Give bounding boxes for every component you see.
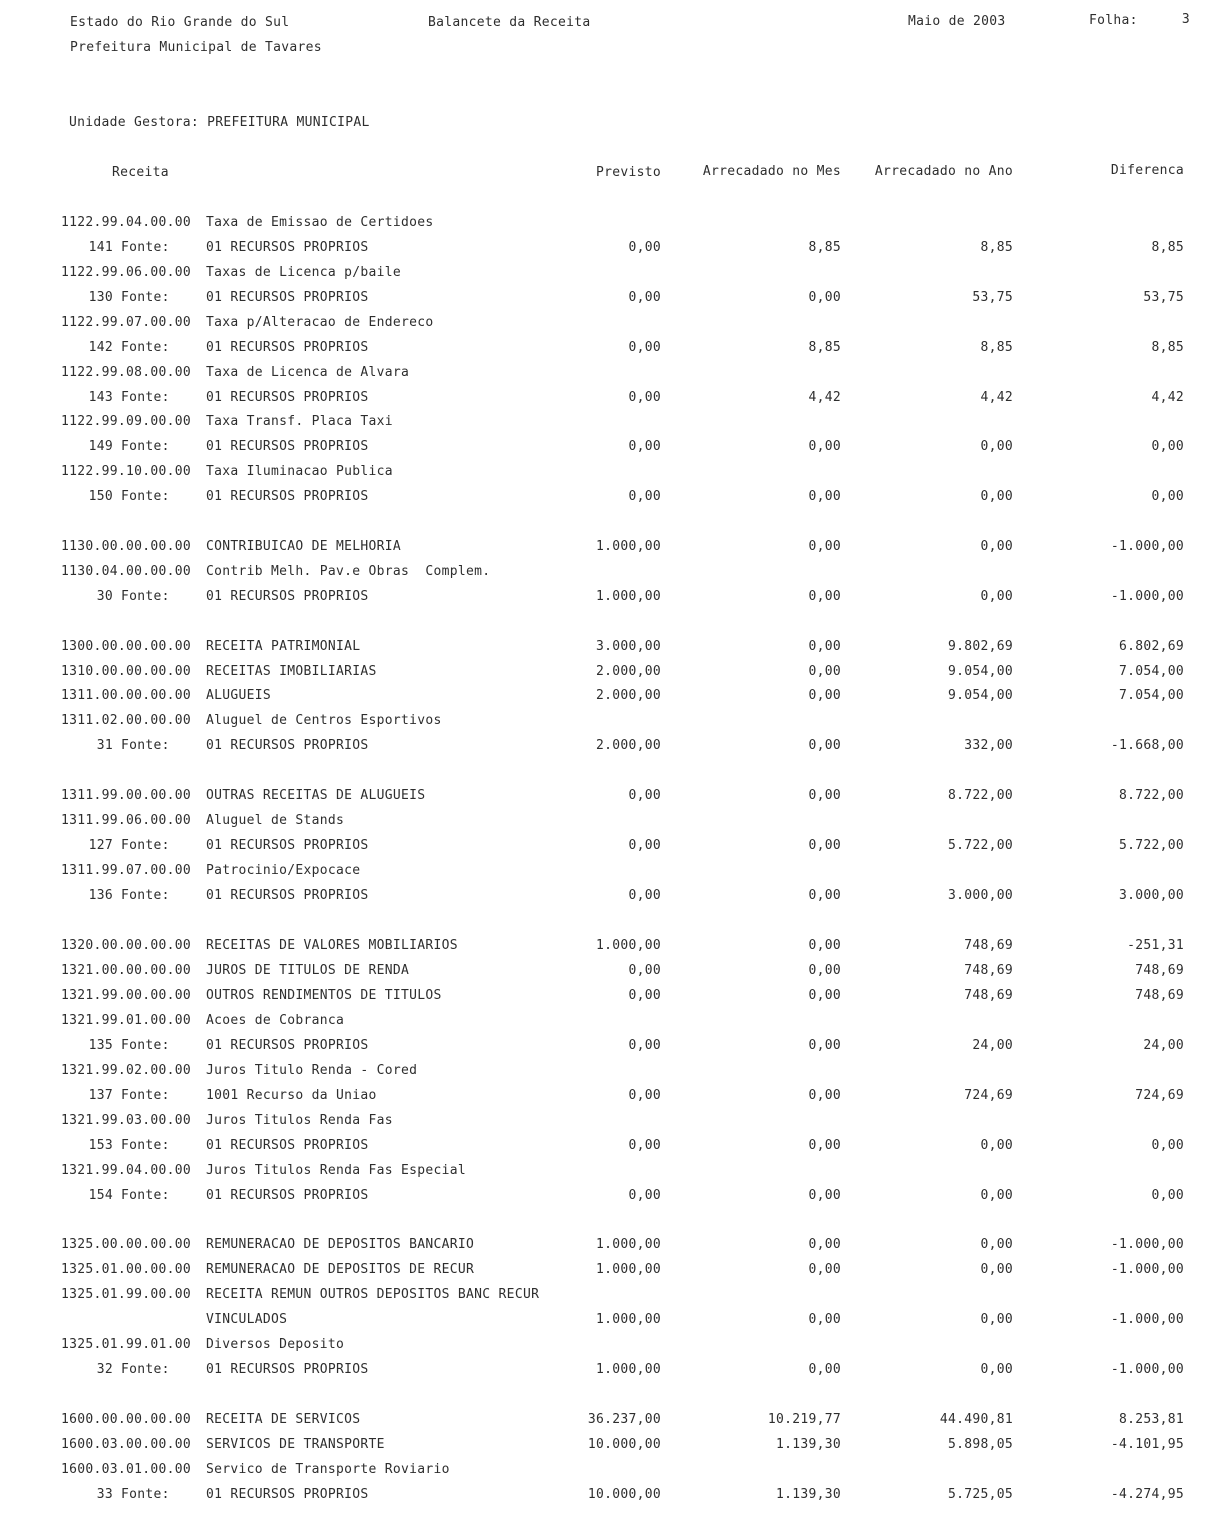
account-code: 1300.00.00.00.00 — [61, 639, 192, 654]
arrecadado-ano-value: 0,00 — [980, 1188, 1013, 1203]
diferenca-value: 748,69 — [1135, 988, 1184, 1003]
fonte-source: 01 RECURSOS PROPRIOS — [206, 1138, 369, 1153]
fonte-row — [0, 340, 1212, 356]
fonte-number: 130 — [88, 290, 113, 305]
arrecadado-mes-value: 0,00 — [808, 290, 841, 305]
account-description: Juros Titulos Renda Fas — [206, 1113, 393, 1128]
account-description: Juros Titulo Renda - Cored — [206, 1063, 418, 1078]
arrecadado-mes-value: 0,00 — [808, 439, 841, 454]
sheet-number: 3 — [1181, 12, 1190, 27]
account-row — [0, 1063, 1212, 1079]
arrecadado-mes-value: 1.139,30 — [775, 1487, 841, 1502]
fonte-number: 153 — [88, 1138, 113, 1153]
arrecadado-mes-value: 0,00 — [808, 838, 841, 853]
diferenca-value: -1.000,00 — [1110, 1262, 1184, 1277]
previsto-value: 1.000,00 — [595, 539, 661, 554]
account-description: Diversos Deposito — [206, 1337, 345, 1352]
diferenca-value: 6.802,69 — [1118, 639, 1184, 654]
arrecadado-ano-value: 24,00 — [972, 1038, 1013, 1053]
diferenca-value: 53,75 — [1143, 290, 1184, 305]
account-description: RECEITAS IMOBILIARIAS — [206, 664, 377, 679]
fonte-label: Fonte: — [121, 1188, 170, 1203]
fonte-row — [0, 240, 1212, 256]
unit-label: Unidade Gestora: PREFEITURA MUNICIPAL — [69, 115, 370, 130]
account-description: SERVICOS DE TRANSPORTE — [206, 1437, 385, 1452]
account-row — [0, 688, 1212, 704]
previsto-value: 0,00 — [628, 390, 661, 405]
account-code: 1130.00.00.00.00 — [61, 539, 192, 554]
account-description: Aluguel de Stands — [206, 813, 345, 828]
fonte-source: 01 RECURSOS PROPRIOS — [206, 1362, 369, 1377]
account-description: REMUNERACAO DE DEPOSITOS BANCARIO — [206, 1237, 475, 1252]
account-row — [0, 963, 1212, 979]
fonte-label: Fonte: — [121, 1138, 170, 1153]
previsto-value: 2.000,00 — [595, 738, 661, 753]
diferenca-value: 24,00 — [1143, 1038, 1184, 1053]
diferenca-value: 0,00 — [1151, 1138, 1184, 1153]
account-code: 1600.00.00.00.00 — [61, 1412, 192, 1427]
account-row — [0, 365, 1212, 381]
account-code: 1320.00.00.00.00 — [61, 938, 192, 953]
arrecadado-mes-value: 0,00 — [808, 639, 841, 654]
account-code: 1325.01.00.00.00 — [61, 1262, 192, 1277]
account-description: JUROS DE TITULOS DE RENDA — [206, 963, 410, 978]
account-code: 1325.01.99.00.00 — [61, 1287, 192, 1302]
diferenca-value: 748,69 — [1135, 963, 1184, 978]
arrecadado-mes-value: 0,00 — [808, 1138, 841, 1153]
previsto-value: 0,00 — [628, 240, 661, 255]
account-code: 1325.01.99.01.00 — [61, 1337, 192, 1352]
previsto-value: 0,00 — [628, 838, 661, 853]
arrecadado-ano-value: 8.722,00 — [947, 788, 1013, 803]
col-header-diferenca: Diferenca — [1110, 163, 1184, 178]
arrecadado-ano-value: 0,00 — [980, 439, 1013, 454]
account-code: 1310.00.00.00.00 — [61, 664, 192, 679]
account-code: 1311.00.00.00.00 — [61, 688, 192, 703]
account-description: RECEITA REMUN OUTROS DEPOSITOS BANC RECUR — [206, 1287, 540, 1302]
state-name: Estado do Rio Grande do Sul — [70, 15, 290, 30]
arrecadado-ano-value: 724,69 — [964, 1088, 1013, 1103]
fonte-source: 01 RECURSOS PROPRIOS — [206, 439, 369, 454]
fonte-label: Fonte: — [121, 1487, 170, 1502]
account-code: 1122.99.07.00.00 — [61, 315, 192, 330]
account-description: Juros Titulos Renda Fas Especial — [206, 1163, 467, 1178]
fonte-label: Fonte: — [121, 1088, 170, 1103]
arrecadado-mes-value: 0,00 — [808, 788, 841, 803]
fonte-row — [0, 390, 1212, 406]
account-description: RECEITA DE SERVICOS — [206, 1412, 361, 1427]
account-code: 1122.99.08.00.00 — [61, 365, 192, 380]
account-code: 1321.99.02.00.00 — [61, 1063, 192, 1078]
account-description: Servico de Transporte Roviario — [206, 1462, 450, 1477]
fonte-number: 150 — [88, 489, 113, 504]
fonte-row — [0, 1038, 1212, 1054]
fonte-label: Fonte: — [121, 838, 170, 853]
arrecadado-ano-value: 0,00 — [980, 489, 1013, 504]
arrecadado-ano-value: 44.490,81 — [939, 1412, 1013, 1427]
account-description: Patrocinio/Expocace — [206, 863, 361, 878]
arrecadado-mes-value: 4,42 — [808, 390, 841, 405]
account-row — [0, 1287, 1212, 1303]
fonte-label: Fonte: — [121, 589, 170, 604]
arrecadado-mes-value: 0,00 — [808, 738, 841, 753]
account-row — [0, 464, 1212, 480]
account-row — [0, 863, 1212, 879]
arrecadado-mes-value: 10.219,77 — [767, 1412, 841, 1427]
fonte-source: 01 RECURSOS PROPRIOS — [206, 888, 369, 903]
fonte-source: 01 RECURSOS PROPRIOS — [206, 1038, 369, 1053]
account-code: 1122.99.09.00.00 — [61, 414, 192, 429]
account-code: 1130.04.00.00.00 — [61, 564, 192, 579]
diferenca-value: -1.668,00 — [1110, 738, 1184, 753]
account-code: 1311.99.00.00.00 — [61, 788, 192, 803]
diferenca-value: 4,42 — [1151, 390, 1184, 405]
fonte-source: 01 RECURSOS PROPRIOS — [206, 1188, 369, 1203]
fonte-row — [0, 489, 1212, 505]
fonte-number: 30 — [96, 589, 113, 604]
fonte-label: Fonte: — [121, 489, 170, 504]
account-row — [0, 639, 1212, 655]
arrecadado-ano-value: 748,69 — [964, 963, 1013, 978]
arrecadado-ano-value: 0,00 — [980, 1237, 1013, 1252]
fonte-label: Fonte: — [121, 888, 170, 903]
account-description: Taxa p/Alteracao de Endereco — [206, 315, 434, 330]
arrecadado-mes-value: 0,00 — [808, 1188, 841, 1203]
report-period: Maio de 2003 — [908, 14, 1006, 29]
account-row — [0, 713, 1212, 729]
account-code: 1122.99.06.00.00 — [61, 265, 192, 280]
fonte-number: 33 — [96, 1487, 113, 1502]
diferenca-value: 3.000,00 — [1118, 888, 1184, 903]
account-row — [0, 1437, 1212, 1453]
previsto-value: 0,00 — [628, 1088, 661, 1103]
previsto-value: 0,00 — [628, 1138, 661, 1153]
previsto-value: 10.000,00 — [587, 1487, 661, 1502]
arrecadado-ano-value: 9.054,00 — [947, 664, 1013, 679]
arrecadado-ano-value: 9.802,69 — [947, 639, 1013, 654]
account-code: 1321.99.01.00.00 — [61, 1013, 192, 1028]
account-row — [0, 1113, 1212, 1129]
account-code: 1311.99.06.00.00 — [61, 813, 192, 828]
diferenca-value: -251,31 — [1127, 938, 1184, 953]
arrecadado-mes-value: 0,00 — [808, 988, 841, 1003]
account-description: Taxa Transf. Placa Taxi — [206, 414, 393, 429]
fonte-row — [0, 888, 1212, 904]
fonte-number: 142 — [88, 340, 113, 355]
fonte-row — [0, 1088, 1212, 1104]
account-code: 1321.99.03.00.00 — [61, 1113, 192, 1128]
account-row — [0, 1462, 1212, 1478]
arrecadado-ano-value: 4,42 — [980, 390, 1013, 405]
arrecadado-mes-value: 8,85 — [808, 340, 841, 355]
fonte-row — [0, 1138, 1212, 1154]
previsto-value: 1.000,00 — [595, 938, 661, 953]
account-row — [0, 315, 1212, 331]
fonte-label: Fonte: — [121, 439, 170, 454]
arrecadado-mes-value: 0,00 — [808, 1262, 841, 1277]
arrecadado-mes-value: 0,00 — [808, 1312, 841, 1327]
previsto-value: 2.000,00 — [595, 688, 661, 703]
diferenca-value: 8,85 — [1151, 340, 1184, 355]
fonte-label: Fonte: — [121, 1362, 170, 1377]
arrecadado-mes-value: 0,00 — [808, 589, 841, 604]
fonte-source: 01 RECURSOS PROPRIOS — [206, 838, 369, 853]
previsto-value: 0,00 — [628, 489, 661, 504]
fonte-label: Fonte: — [121, 340, 170, 355]
account-description: RECEITA PATRIMONIAL — [206, 639, 361, 654]
previsto-value: 3.000,00 — [595, 639, 661, 654]
fonte-source: 01 RECURSOS PROPRIOS — [206, 1487, 369, 1502]
account-row — [0, 539, 1212, 555]
account-row — [0, 1013, 1212, 1029]
arrecadado-mes-value: 0,00 — [808, 888, 841, 903]
previsto-value: 0,00 — [628, 340, 661, 355]
fonte-row — [0, 738, 1212, 754]
previsto-value: 0,00 — [628, 439, 661, 454]
fonte-row — [0, 1188, 1212, 1204]
fonte-label: Fonte: — [121, 738, 170, 753]
account-row — [0, 1262, 1212, 1278]
fonte-label: Fonte: — [121, 290, 170, 305]
diferenca-value: 5.722,00 — [1118, 838, 1184, 853]
account-row — [0, 938, 1212, 954]
fonte-row — [0, 589, 1212, 605]
account-description: Taxas de Licenca p/baile — [206, 265, 402, 280]
fonte-number: 31 — [96, 738, 113, 753]
account-code: 1122.99.10.00.00 — [61, 464, 192, 479]
diferenca-value: 8.722,00 — [1118, 788, 1184, 803]
fonte-row — [0, 1487, 1212, 1503]
fonte-number: 143 — [88, 390, 113, 405]
arrecadado-ano-value: 748,69 — [964, 938, 1013, 953]
account-code: 1321.99.00.00.00 — [61, 988, 192, 1003]
diferenca-value: -1.000,00 — [1110, 589, 1184, 604]
arrecadado-mes-value: 0,00 — [808, 938, 841, 953]
account-description: Taxa de Emissao de Certidoes — [206, 215, 434, 230]
previsto-value: 1.000,00 — [595, 1362, 661, 1377]
previsto-value: 0,00 — [628, 290, 661, 305]
arrecadado-ano-value: 5.725,05 — [947, 1487, 1013, 1502]
arrecadado-mes-value: 1.139,30 — [775, 1437, 841, 1452]
account-code: 1600.03.01.00.00 — [61, 1462, 192, 1477]
account-description: OUTROS RENDIMENTOS DE TITULOS — [206, 988, 442, 1003]
arrecadado-mes-value: 0,00 — [808, 688, 841, 703]
diferenca-value: 0,00 — [1151, 439, 1184, 454]
arrecadado-mes-value: 0,00 — [808, 489, 841, 504]
arrecadado-mes-value: 0,00 — [808, 1237, 841, 1252]
account-description: ALUGUEIS — [206, 688, 272, 703]
fonte-number: 127 — [88, 838, 113, 853]
account-description: Aluguel de Centros Esportivos — [206, 713, 442, 728]
account-row — [0, 788, 1212, 804]
arrecadado-mes-value: 0,00 — [808, 539, 841, 554]
col-header-previsto: Previsto — [595, 165, 661, 180]
arrecadado-ano-value: 0,00 — [980, 539, 1013, 554]
fonte-number: 141 — [88, 240, 113, 255]
account-row — [0, 215, 1212, 231]
diferenca-value: 0,00 — [1151, 1188, 1184, 1203]
col-header-arrecadado-mes: Arrecadado no Mes — [702, 164, 841, 179]
fonte-source: 01 RECURSOS PROPRIOS — [206, 589, 369, 604]
fonte-label: Fonte: — [121, 240, 170, 255]
account-description: OUTRAS RECEITAS DE ALUGUEIS — [206, 788, 426, 803]
fonte-source: 1001 Recurso da Uniao — [206, 1088, 377, 1103]
account-code: 1325.00.00.00.00 — [61, 1237, 192, 1252]
account-row — [0, 414, 1212, 430]
account-code: 1321.00.00.00.00 — [61, 963, 192, 978]
fonte-row — [0, 838, 1212, 854]
previsto-value: 0,00 — [628, 788, 661, 803]
arrecadado-ano-value: 5.722,00 — [947, 838, 1013, 853]
account-description: CONTRIBUICAO DE MELHORIA — [206, 539, 402, 554]
arrecadado-mes-value: 0,00 — [808, 963, 841, 978]
account-row — [0, 1237, 1212, 1253]
previsto-value: 1.000,00 — [595, 1237, 661, 1252]
fonte-source: 01 RECURSOS PROPRIOS — [206, 290, 369, 305]
account-code: 1311.99.07.00.00 — [61, 863, 192, 878]
account-row — [0, 664, 1212, 680]
fonte-label: Fonte: — [121, 390, 170, 405]
account-description: Contrib Melh. Pav.e Obras Complem. — [206, 564, 491, 579]
diferenca-value: 8.253,81 — [1118, 1412, 1184, 1427]
fonte-number: 154 — [88, 1188, 113, 1203]
account-description: REMUNERACAO DE DEPOSITOS DE RECUR — [206, 1262, 475, 1277]
fonte-row — [0, 290, 1212, 306]
diferenca-value: 8,85 — [1151, 240, 1184, 255]
col-header-receita: Receita — [112, 165, 169, 180]
diferenca-value: -4.274,95 — [1110, 1487, 1184, 1502]
fonte-number: 149 — [88, 439, 113, 454]
account-description: Taxa de Licenca de Alvara — [206, 365, 410, 380]
fonte-row — [0, 1362, 1212, 1378]
diferenca-value: -1.000,00 — [1110, 539, 1184, 554]
diferenca-value: -1.000,00 — [1110, 1312, 1184, 1327]
arrecadado-ano-value: 0,00 — [980, 1138, 1013, 1153]
account-row — [0, 1337, 1212, 1353]
fonte-number: 136 — [88, 888, 113, 903]
account-code: 1311.02.00.00.00 — [61, 713, 192, 728]
account-row — [0, 1163, 1212, 1179]
municipality-name: Prefeitura Municipal de Tavares — [70, 40, 322, 55]
arrecadado-ano-value: 748,69 — [964, 988, 1013, 1003]
arrecadado-ano-value: 8,85 — [980, 240, 1013, 255]
arrecadado-ano-value: 0,00 — [980, 1262, 1013, 1277]
arrecadado-ano-value: 53,75 — [972, 290, 1013, 305]
arrecadado-mes-value: 8,85 — [808, 240, 841, 255]
previsto-value: 0,00 — [628, 1188, 661, 1203]
previsto-value: 1.000,00 — [595, 1312, 661, 1327]
previsto-value: 2.000,00 — [595, 664, 661, 679]
account-row — [0, 564, 1212, 580]
arrecadado-mes-value: 0,00 — [808, 1088, 841, 1103]
arrecadado-ano-value: 0,00 — [980, 1362, 1013, 1377]
account-description: Taxa Iluminacao Publica — [206, 464, 393, 479]
fonte-row — [0, 439, 1212, 455]
diferenca-value: -1.000,00 — [1110, 1362, 1184, 1377]
fonte-label: Fonte: — [121, 1038, 170, 1053]
arrecadado-ano-value: 5.898,05 — [947, 1437, 1013, 1452]
previsto-value: 0,00 — [628, 988, 661, 1003]
fonte-source: 01 RECURSOS PROPRIOS — [206, 340, 369, 355]
account-description: Acoes de Cobranca — [206, 1013, 345, 1028]
diferenca-value: 0,00 — [1151, 489, 1184, 504]
fonte-source: 01 RECURSOS PROPRIOS — [206, 489, 369, 504]
arrecadado-ano-value: 9.054,00 — [947, 688, 1013, 703]
fonte-source: 01 RECURSOS PROPRIOS — [206, 390, 369, 405]
arrecadado-mes-value: 0,00 — [808, 1038, 841, 1053]
arrecadado-ano-value: 332,00 — [964, 738, 1013, 753]
account-row — [0, 1312, 1212, 1328]
previsto-value: 0,00 — [628, 1038, 661, 1053]
fonte-number: 32 — [96, 1362, 113, 1377]
previsto-value: 1.000,00 — [595, 589, 661, 604]
fonte-source: 01 RECURSOS PROPRIOS — [206, 240, 369, 255]
account-description: VINCULADOS — [206, 1312, 288, 1327]
col-header-arrecadado-ano: Arrecadado no Ano — [874, 164, 1013, 179]
arrecadado-ano-value: 0,00 — [980, 1312, 1013, 1327]
account-description: RECEITAS DE VALORES MOBILIARIOS — [206, 938, 458, 953]
fonte-number: 137 — [88, 1088, 113, 1103]
account-code: 1600.03.00.00.00 — [61, 1437, 192, 1452]
arrecadado-ano-value: 8,85 — [980, 340, 1013, 355]
account-row — [0, 988, 1212, 1004]
previsto-value: 0,00 — [628, 963, 661, 978]
arrecadado-ano-value: 3.000,00 — [947, 888, 1013, 903]
arrecadado-mes-value: 0,00 — [808, 664, 841, 679]
account-code: 1122.99.04.00.00 — [61, 215, 192, 230]
report-title: Balancete da Receita — [428, 15, 591, 30]
diferenca-value: 7.054,00 — [1118, 664, 1184, 679]
previsto-value: 10.000,00 — [587, 1437, 661, 1452]
account-code: 1321.99.04.00.00 — [61, 1163, 192, 1178]
diferenca-value: 724,69 — [1135, 1088, 1184, 1103]
arrecadado-ano-value: 0,00 — [980, 589, 1013, 604]
previsto-value: 0,00 — [628, 888, 661, 903]
previsto-value: 36.237,00 — [587, 1412, 661, 1427]
previsto-value: 1.000,00 — [595, 1262, 661, 1277]
arrecadado-mes-value: 0,00 — [808, 1362, 841, 1377]
fonte-number: 135 — [88, 1038, 113, 1053]
diferenca-value: 7.054,00 — [1118, 688, 1184, 703]
account-row — [0, 813, 1212, 829]
diferenca-value: -4.101,95 — [1110, 1437, 1184, 1452]
diferenca-value: -1.000,00 — [1110, 1237, 1184, 1252]
account-row — [0, 265, 1212, 281]
fonte-source: 01 RECURSOS PROPRIOS — [206, 738, 369, 753]
sheet-label: Folha: — [1089, 13, 1138, 28]
account-row — [0, 1412, 1212, 1428]
